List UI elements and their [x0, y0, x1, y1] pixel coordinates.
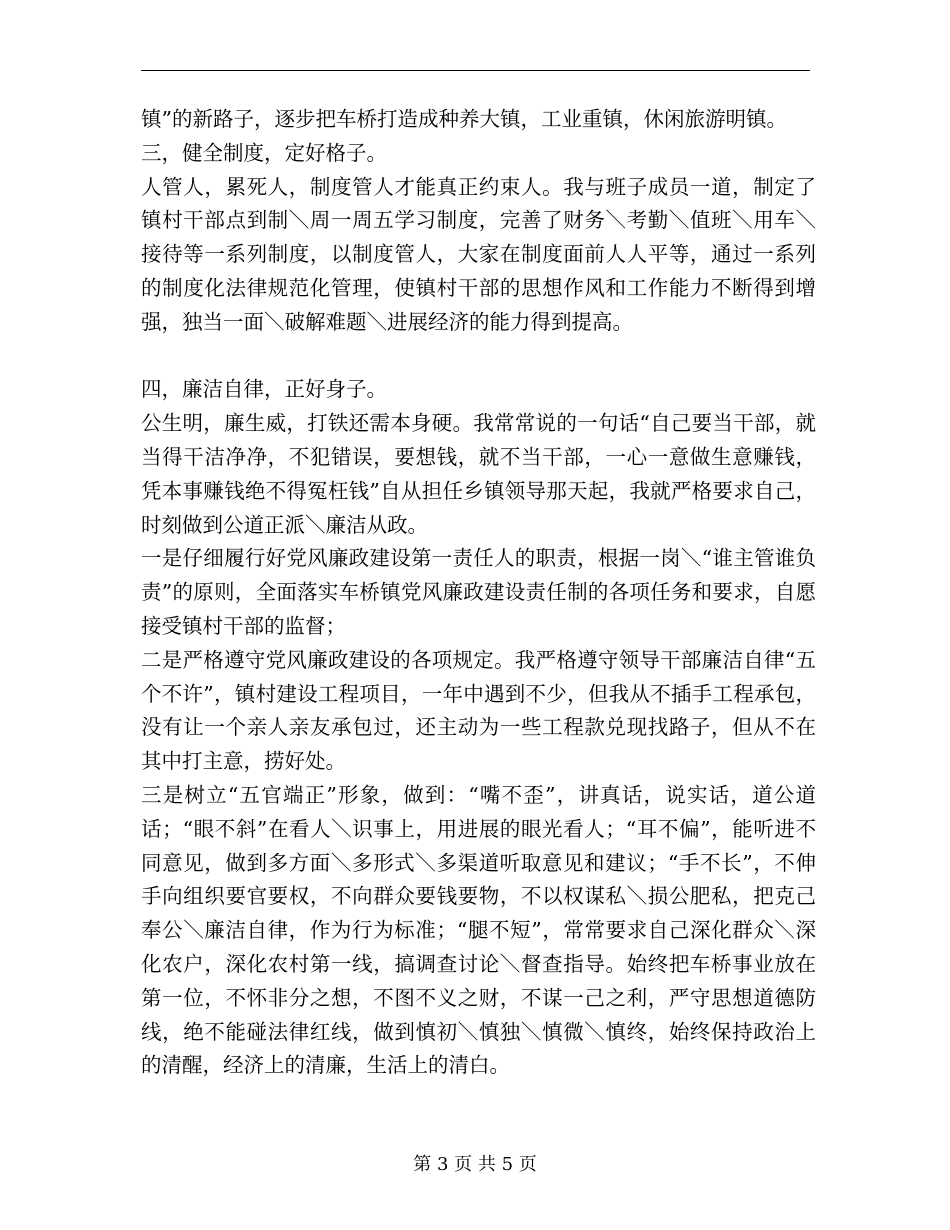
section-heading-3: 三，健全制度，定好格子。 — [141, 140, 387, 165]
paragraph-intro-continuation: 镇”的新路子，逐步把车桥打造成种养大镇，工业重镇，休闲旅游明镇。 — [141, 107, 787, 131]
paragraph-gap — [141, 340, 816, 374]
header-rule — [141, 70, 810, 71]
paragraph-point-1: 一是仔细履行好党风廉政建设第一责任人的职责，根据一岗＼“谁主管谁负责”的原则，全面落实车桥镇党风廉政建设责任制的各项任务和要求，自愿接受镇村干部的监督； — [141, 546, 816, 638]
section-heading-4: 四，廉洁自律，正好身子。 — [141, 377, 387, 402]
page-number-footer: 第 3 页 共 5 页 — [413, 1154, 537, 1175]
paragraph-section-3: 人管人，累死人，制度管人才能真正约束人。我与班子成员一道，制定了镇村干部点到制＼周一周五学习制度，完善了财务＼考勤＼值班＼用车＼接待等一系列制度，以制度管人，大家在制度面前人人平等，通过一系列的制度化法律规范化管理，使镇村干部的思想作风和工作能力不断得到增强，独当一面＼破解难题＼进展经济的能力得到提高。 — [141, 174, 816, 334]
paragraph-section-4-intro: 公生明，廉生威，打铁还需本身硬。我常常说的一句话“自己要当干部，就当得干洁净净，不犯错误，要想钱，就不当干部，一心一意做生意赚钱，凭本事赚钱绝不得冤枉钱”自从担任乡镇领导那天起，我就严格要求自己，时刻做到公道正派＼廉洁从政。 — [141, 411, 816, 537]
paragraph-point-2: 二是严格遵守党风廉政建设的各项规定。我严格遵守领导干部廉洁自律“五个不许”，镇村建设工程项目，一年中遇到不少，但我从不插手工程承包，没有让一个亲人亲友承包过，还主动为一些工程款兑现找路子，但从不在其中打主意，捞好处。 — [141, 647, 816, 774]
paragraph-point-3: 三是树立“五官端正”形象，做到：“嘴不歪”，讲真话，说实话，道公道话；“眼不斜”在看人＼识事上，用进展的眼光看人；“耳不偏”，能听进不同意见，做到多方面＼多形式＼多渠道听取意见和建议；“手不长”，不伸手向组织要官要权，不向群众要钱要物，不以权谋私＼损公肥私，把克己奉公＼廉洁自律，作为行为标准；“腿不短”，常常要求自己深化群众＼深化农户，深化农村第一线，搞调查讨论＼督查指导。始终把车桥事业放在第一位，不怀非分之想，不图不义之财，不谋一己之利，严守思想道德防线，绝不能碰法律红线，做到慎初＼慎独＼慎微＼慎终，始终保持政治上的清醒，经济上的清廉，生活上的清白。 — [141, 782, 816, 1078]
document-body — [141, 103, 816, 1083]
